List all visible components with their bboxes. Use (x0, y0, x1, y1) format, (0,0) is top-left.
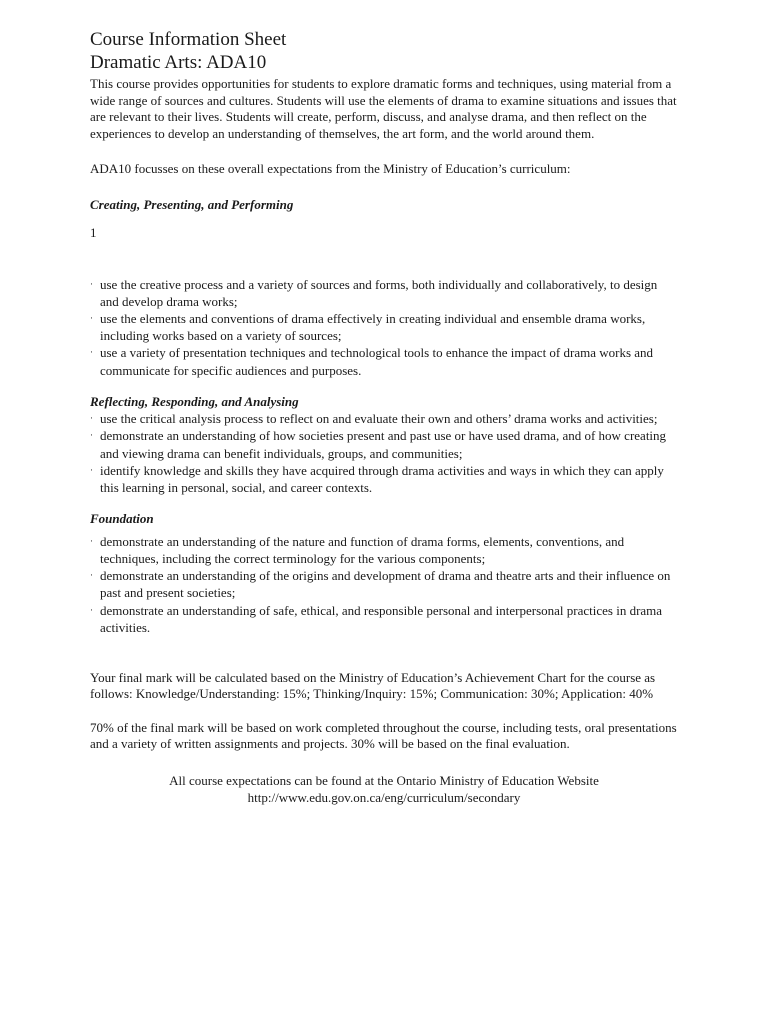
bullet-icon: · (90, 312, 93, 323)
bullet-icon: · (90, 413, 93, 424)
final-mark-paragraph: Your final mark will be calculated based on the Ministry of Education’s Achievement Chart for the course as follows: Knowledge/Understanding: 15%; Thinking/Inquiry: 15%; Communication: 30%; Application: 40% (90, 669, 656, 702)
section-creating (90, 197, 678, 379)
footer-url: http://www.edu.gov.on.ca/eng/curriculum/secondary (247, 789, 521, 805)
section-heading: Creating, Presenting, and Performing (90, 196, 294, 212)
list-item (90, 462, 678, 496)
weighting-paragraph: 70% of the final mark will be based on work completed throughout the course, including tests, oral presentations and a variety of written assignments and projects. 30% will be based on the final evaluation. (90, 719, 677, 752)
section-heading: Foundation (90, 511, 154, 527)
bullet-icon: · (90, 570, 93, 581)
list-item-text: demonstrate an understanding of safe, ethical, and responsible personal and interpersonal practices in drama activities. (100, 602, 663, 635)
list-item-text: identify knowledge and skills they have acquired through drama activities and ways in which they can apply this learning in personal, social, and career contexts. (100, 462, 664, 496)
overall-expectations-intro: ADA10 focusses on these overall expectations from the Ministry of Education’s curriculum: (90, 161, 571, 176)
list-item-text: use the elements and conventions of drama effectively in creating individual and ensemble drama works, including works based on a variety of sources; (100, 310, 646, 344)
list-item (90, 567, 678, 601)
course-description: This course provides opportunities for students to explore dramatic forms and techniques, using material from a wide range of sources and cultures. Students will use the elements of drama to examine situations and issues that are relevant to their lives. Students will create, perform, discuss, and analyse drama, and then reflect on the experiences to develop an understanding of themselves, the art form, and the world around them. (90, 76, 677, 141)
bullet-icon: · (90, 535, 93, 546)
section-reflecting (90, 394, 678, 497)
list-item-text: use a variety of presentation techniques and technological tools to enhance the impact of drama works and communicate for specific audiences and purposes. (100, 345, 654, 378)
bullet-icon: · (90, 430, 93, 441)
list-item (90, 427, 678, 461)
expectation-list (90, 410, 678, 496)
expectation-list (90, 533, 678, 636)
list-item (90, 344, 678, 378)
footer (90, 772, 678, 806)
footer-text: All course expectations can be found at the Ontario Ministry of Education Website (169, 772, 599, 788)
list-item (90, 310, 678, 344)
list-item (90, 533, 678, 567)
document-title: Course Information Sheet (90, 29, 287, 50)
list-item (90, 602, 678, 636)
bullet-icon: · (90, 347, 93, 358)
expectation-list (90, 276, 678, 379)
list-item (90, 276, 678, 310)
list-item-text: use the creative process and a variety of sources and forms, both individually and collaboratively, to design and develop drama works; (100, 276, 658, 309)
list-item-text: use the critical analysis process to reflect on and evaluate their own and others’ drama works and activities; (100, 411, 658, 427)
bullet-icon: · (90, 464, 93, 475)
section-heading: Reflecting, Responding, and Analysing (90, 393, 299, 409)
list-item-text: demonstrate an understanding of the nature and function of drama forms, elements, conventions, and techniques, including the correct terminology for the various components; (100, 533, 625, 566)
bullet-icon: · (90, 278, 93, 289)
list-item (90, 410, 678, 427)
section-number: 1 (90, 225, 97, 240)
course-title: Dramatic Arts: ADA10 (90, 52, 267, 73)
list-item-text: demonstrate an understanding of how societies present and past use or have used drama, and of how creating and viewing drama can benefit individuals, groups, and communities; (100, 428, 667, 461)
list-item-text: demonstrate an understanding of the origins and development of drama and theatre arts and their influence on past and present societies; (100, 568, 671, 601)
section-foundation (90, 511, 678, 636)
bullet-icon: · (90, 604, 93, 615)
